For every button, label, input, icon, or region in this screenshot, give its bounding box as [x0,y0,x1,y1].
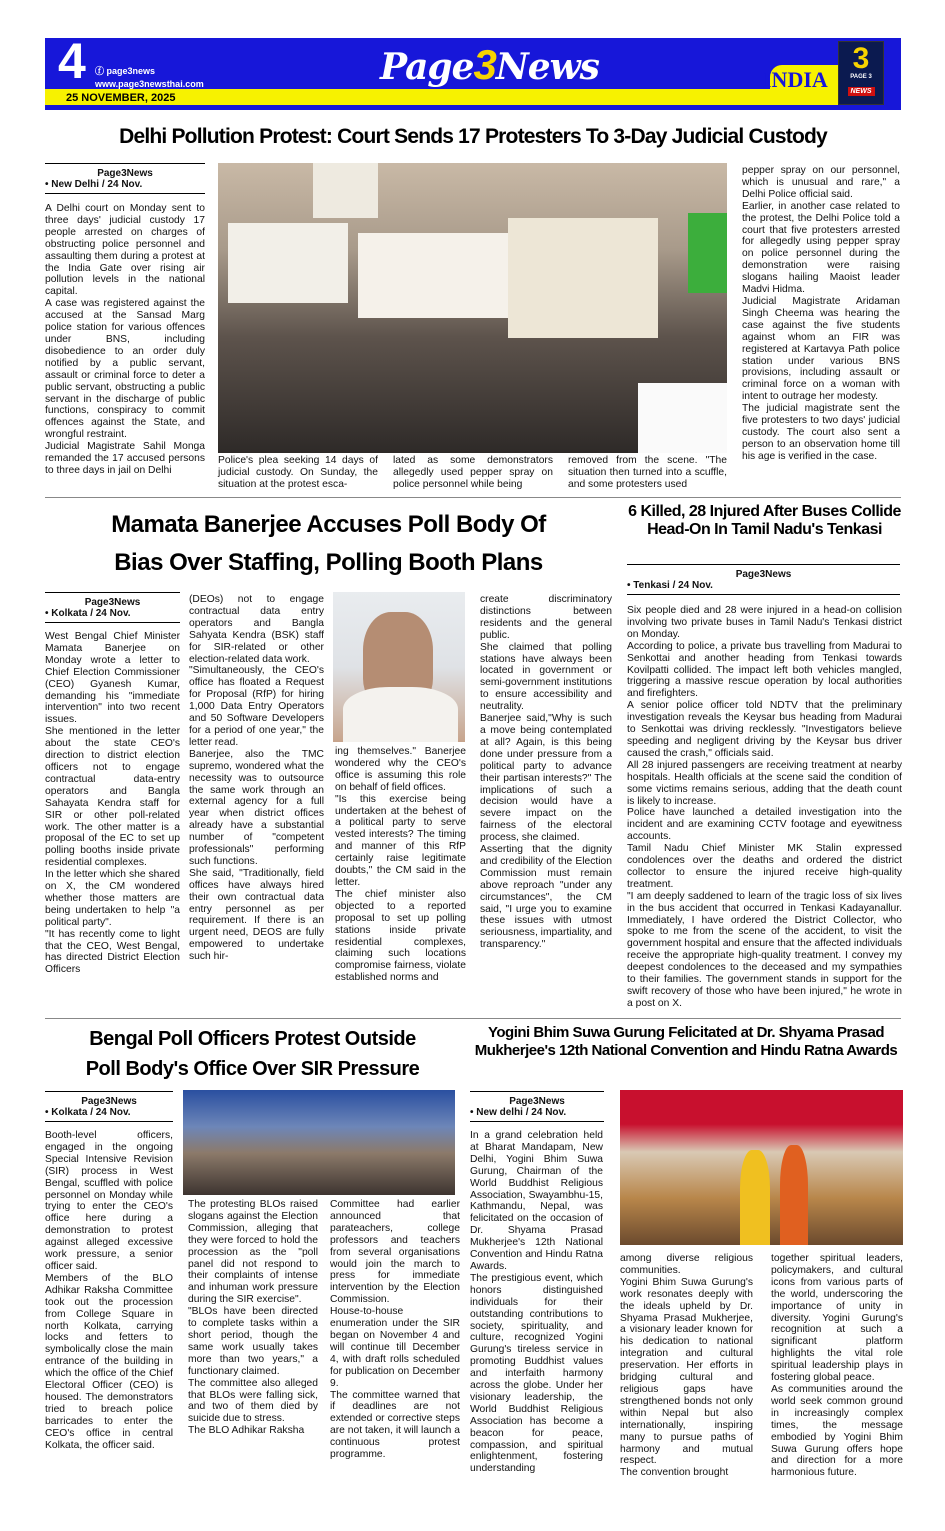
page3-badge-logo: 3 PAGE 3 NEWS [838,41,884,105]
article-column [480,594,612,951]
headline-line: Bengal Poll Officers Protest Outside [89,1028,416,1050]
paragraph: A case was registered against the accused at the Sansad Marg police station for various offences under BNS, including disobedience to an order duly notified by a public servant, assault or criminal force to deter a public servant, obstructing a public servant in the discharge of public functions, conspiracy to commit offences against the State, and wrongful restraint. [45,298,205,441]
paragraph: together spiritual leaders, policymakers, and cultural icons from various parts of the world, underscoring the importance of unity in diversity. Yogini Gurung's recognition at such a significant platform highlights the vital role spiritual leadership plays in fostering global peace. [771,1253,903,1384]
article-column [188,1199,318,1437]
headline-tenkasi [627,503,902,539]
headline-line: Head-On In Tamil Nadu's Tenkasi [647,521,882,538]
paragraph: Members of the BLO Adhikar Raksha Committee took out the procession from College Square in north Kolkata, carrying locks and fetters to symbolically close the main entrance of the building in which the office of the Chief Electoral Officer (CEO) is housed. The demonstrators tried to breach police barricades to enter the CEO's office in central Kolkata, the officer said. [45,1272,173,1451]
article-column [45,631,180,976]
photo-caption: lated as some demonstrators allegedly used pepper spray on police personnel while being [393,455,553,490]
byline: Page3News • New Delhi / 24 Nov. [45,163,205,194]
headline-mamata [45,506,612,582]
paragraph: "BLOs have been directed to complete tasks within a short period, though the same work usually takes more than two years," a functionary claimed. [188,1306,318,1377]
paragraph: The committee warned that if deadlines are not extended or corrective steps are not taken, it will launch a continuous protest programme. [330,1389,460,1461]
protest-photo [218,163,727,453]
headline-line: Poll Body's Office Over SIR Pressure [85,1058,420,1080]
website-link[interactable]: www.page3newsthai.com [95,79,204,89]
paragraph: House-to-house enumeration under the SIR began on November 4 and will continue till December 4, with draft rolls scheduled for publication on December 9. [330,1306,460,1389]
paragraph: pepper spray on our personnel, which is unusual and rare," a Delhi Police official said. [742,165,900,200]
paragraph: In a grand celebration held at Bharat Mandapam, New Delhi, Yogini Bhim Suwa Gurung, Chairman of the World Buddhist Religious Association, Swayambhu-15, Kathmandu, Nepal, was felicitated on the occasion of Dr. Shyama Prasad Mukherjee's 12th National Convention and Hindu Ratna Awards. [470,1130,603,1272]
headline-line: Bias Over Staffing, Polling Booth Plans [114,549,543,576]
paragraph: She claimed that polling stations have always been located in government or semi-government institutions to ensure accessibility and neutrality. [480,641,612,713]
paragraph: She mentioned in the letter about the state CEO's direction to district election officers not to engage contractual data-entry operators and Bangla Sahayata Kendra staff for SIR or other poll-related work. The other matter is a proposal of the EC to set up polling booths inside private residential complexes. [45,726,180,869]
edition-label: INDIA [763,67,828,92]
article-column [45,1130,173,1451]
social-handle [95,64,155,77]
article-column [330,1199,460,1461]
paragraph: The prestigious event, which honors distinguished individuals for their outstanding contributions to society, spirituality, and culture, recognized Yogini Gurung's tireless service in promoting Buddhist values and interfaith harmony across the globe. Under her visionary leadership, the World Buddhist Religious Association has become a beacon for peace, compassion, and spiritual enlightenment, fostering understanding [470,1272,603,1475]
award-ceremony-photo [620,1090,903,1245]
paragraph: According to police, a private bus travelling from Madurai to Senkottai and another heading from Tenkasi towards Kovilpatti collided. The impact left both vehicles mangled, triggering a massive rescue operation by local authorities and firefighters. [627,640,902,700]
paragraph: She said, "Traditionally, field offices have always hired their own contractual data entry personnel as per requirement. If there is an urgent need, DEOS are fully empowered to undertake such hir- [189,867,324,963]
paragraph: All 28 injured passengers are receiving treatment at nearby hospitals. Health officials at the scene said the condition of some victims remains serious, adding that the death count is likely to increase. [627,759,902,807]
protest-hall-photo [183,1090,455,1195]
paragraph: West Bengal Chief Minister Mamata Banerjee on Monday wrote a letter to Chief Election Commissioner (CEO) Gyanesh Kumar, demanding his "immediate intervention" into two recent issues. [45,631,180,726]
newspaper-logo: Page3News [380,41,599,88]
headline-yogini [470,1024,902,1060]
paragraph: among diverse religious communities. [620,1253,753,1276]
paragraph: (DEOs) not to engage contractual data entry operators and Bangla Sahyata Kendra (BSK) staff for SIR-related or other election-related data work. [189,594,324,665]
article-column [45,203,205,477]
paragraph: "It has recently come to light that the CEO, West Bengal, has directed District Election Officers [45,928,180,976]
paragraph: Earlier, in another case related to the protest, the Delhi Police told a court that five protesters arrested for allegedly using pepper spray on police personnel during the demonstration were raising slogans hailing Maoist leader Madvi Hidma. [742,200,900,296]
paragraph: Judicial Magistrate Sahil Monga remanded the 17 accused persons to three days in jail on Delhi [45,441,205,476]
byline: Page3News • New delhi / 24 Nov. [470,1091,604,1122]
paragraph: Tamil Nadu Chief Minister MK Stalin expressed condolences over the deaths and ordered the district collector to ensure the injured receive high-quality treatment. [627,843,902,890]
article-column [742,165,900,463]
article-column [771,1253,903,1479]
paragraph: Asserting that the dignity and credibility of the Election Commission must remain above reproach "under any circumstances", the CM said, "I urge you to examine these issues with utmost seriousness, impartiality, and transparency." [480,844,613,951]
headline-line: 6 Killed, 28 Injured After Buses Collide [628,503,901,520]
paragraph: The chief minister also objected to a reported proposal to set up polling stations inside private residential complexes, claiming such locations compromise fairness, violate established norms and [335,888,466,984]
divider [45,1018,901,1019]
divider [45,497,901,498]
byline: Page3News • Kolkata / 24 Nov. [45,592,180,623]
paragraph: Booth-level officers, engaged in the ongoing Special Intensive Revision (SIR) process in West Bengal, scuffled with police personnel on Monday while trying to enter the CEO's office here during a demonstration to protest against alleged excessive work pressure, a senior officer said. [45,1130,173,1272]
paragraph: The committee also alleged that BLOs were falling sick, and two of them died by suicide due to stress. [188,1377,318,1425]
paragraph: The BLO Adhikar Raksha [188,1425,305,1437]
page-number: 4 [58,33,86,89]
issue-date: 25 NOVEMBER, 2025 [66,92,176,104]
article-column [335,746,466,984]
article-column [627,605,902,1010]
paragraph: "I am deeply saddened to learn of the tragic loss of six lives in the bus accident that occurred in Tenkasi Kadayanallur. Immediately, I have ordered the District Collector, who spoke to me from the scene of the accident, to visit the government hospital and ensure that the affected individuals receive the appropriate high-quality treatment. I convey my deepest condolences to the deceased and my sympathies to their families. The government stands in support for the swift recovery of those who have been injured," he wrote in a post on X. [627,890,902,1009]
paragraph: Yogini Bhim Suwa Gurung's work resonates deeply with the ideals upheld by Dr. Shyama Prasad Mukherjee, a visionary leader known for his dedication to national integration and cultural preservation. Her efforts in bridging cultural and religious gaps have strengthened bonds not only within Nepal but also internationally, inspiring many to pursue paths of harmony and mutual respect. [620,1276,753,1467]
paragraph: Police have launched a detailed investigation into the incident and are examining CCTV footage and eyewitness accounts. [627,807,902,843]
headline-line: Mukherjee's 12th National Convention and Hindu Ratna Awards [474,1042,898,1059]
facebook-icon: ⓕ [95,66,107,76]
paragraph: The judicial magistrate sent the five protesters to two days' judicial custody. The court also sent a person to an observation home till his age is verified in the case. [742,403,900,462]
article-column [189,594,324,963]
photo-caption: removed from the scene. "The situation then turned into a scuffle, and some protesters used [568,455,727,490]
paragraph: In the letter which she shared on X, the CM wondered whether those matters are being undertaken to help "a political party". [45,869,180,928]
byline: Page3News • Tenkasi / 24 Nov. [627,564,900,595]
paragraph: A Delhi court on Monday sent to three days' judicial custody 17 people arrested on charges of obstructing police personnel and assaulting them during a protest at the India Gate over rising air pollution levels in the national capital. [45,203,205,298]
paragraph: "Simultaneously, the CEO's office has floated a Request for Proposal (RfP) for hiring 1,000 Data Entry Operators and 50 Software Developers for a period of one year," the letter read. [189,665,324,748]
byline: Page3News • Kolkata / 24 Nov. [45,1091,173,1122]
paragraph: Banerjee said,"Why is such a move being contemplated at all? Again, is this being done under pressure from a political party to advance their partisan interests?" The implications of such a decision would have a severe impact on the fairness of the electoral process, she claimed. [480,713,612,844]
mamata-photo [333,592,465,742]
paragraph: The convention brought [620,1467,729,1479]
headline-bengal-blo [45,1024,460,1084]
paragraph: Committee had earlier announced that parateachers, college professors and teachers from several organisations would join the march to press for immediate intervention by the Election Commission. [330,1199,460,1306]
headline-delhi-protest: Delhi Pollution Protest: Court Sends 17 Protesters To 3-Day Judicial Custody [119,125,827,148]
paragraph: As communities around the world seek common ground in increasingly complex times, the message embodied by Yogini Bhim Suwa Gurung offers hope and direction for a more harmonious future. [771,1383,903,1479]
headline-line: Mamata Banerjee Accuses Poll Body Of [111,511,546,538]
paragraph: Banerjee, also the TMC supremo, wondered what the necessity was to outsource the same work through an external agency for a full year when district offices already have a substantial number of "competent professionals" performing such functions. [189,748,324,867]
paragraph: Six people died and 28 were injured in a head-on collision involving two private buses in Tamil Nadu's Tenkasi district on Monday. [627,605,902,640]
paragraph: create discriminatory distinctions between residents and the general public. [480,594,612,641]
paragraph: The protesting BLOs raised slogans against the Election Commission, alleging that they were forced to hold the procession as the "poll panel did not respond to their complaints of intense and inhuman work pressure during the SIR exercise". [188,1199,318,1306]
headline-line: Yogini Bhim Suwa Gurung Felicitated at Dr. Shyama Prasad [488,1024,884,1041]
paragraph: "Is this exercise being undertaken at the behest of a political party to serve vested interests? The timing and manner of this RfP certainly raise legitimate doubts," the CM said in the letter. [335,793,466,888]
article-column [620,1253,753,1479]
article-column [470,1130,603,1475]
paragraph: A senior police officer told NDTV that the preliminary investigation reveals the Keysar bus heading from Madurai to Senkottai was driving recklessly. "Investigators believe speeding and negligent driving by the Keysar bus driver caused the crash," officials said. [627,700,902,759]
paragraph: ing themselves." Banerjee wondered why the CEO's office is assuming this role on behalf of field offices. [335,746,466,793]
paragraph: Judicial Magistrate Aridaman Singh Cheema was hearing the case against the five students against whom an FIR was registered at Kartavya Path police station under various BNS provisions, including assault or criminal force on a woman with intent to outrage her modesty. [742,295,900,403]
social-handle-text: page3news [106,66,156,76]
photo-caption: Police's plea seeking 14 days of judicial custody. On Sunday, the situation at the protest esca- [218,455,378,490]
